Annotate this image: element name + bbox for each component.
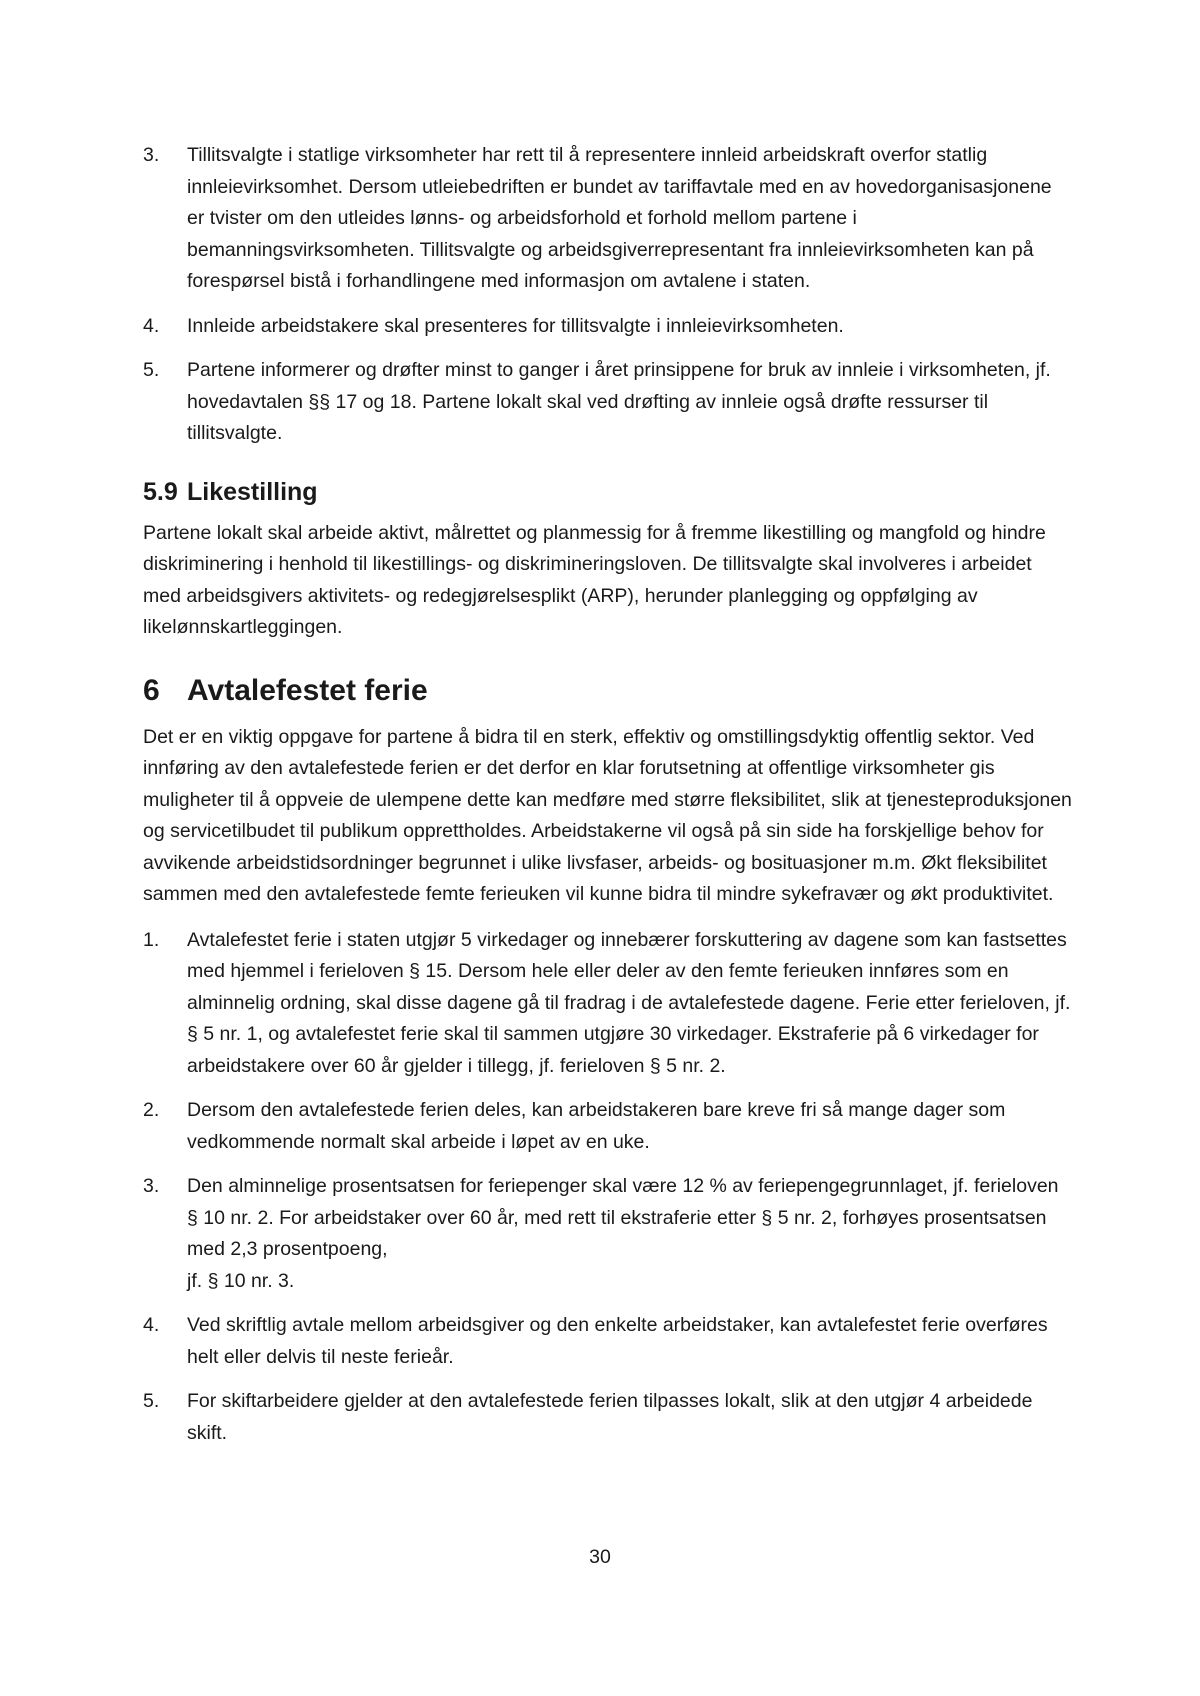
list-item: [143, 1310, 1073, 1373]
page-number: 30: [589, 1546, 611, 1568]
ferie-list: [143, 925, 1073, 1450]
section-number: 6: [143, 673, 160, 707]
list-item-text: For skiftarbeidere gjelder at den avtalefestede ferien tilpasses lokalt, slik at den utgjør 4 arbeidede skift.: [187, 1390, 1033, 1444]
list-item-number: 5.: [143, 1390, 160, 1412]
list-item-text: Partene informerer og drøfter minst to ganger i året prinsippene for bruk av innleie i virksomheten, jf. hovedavtalen §§ 17 og 18. Partene lokalt skal ved drøfting av innleie også drøfte ressurser til tillitsvalgte.: [187, 359, 1051, 444]
section-heading-likestilling: [143, 476, 1073, 508]
list-item: [143, 1171, 1073, 1297]
list-item-text: Innleide arbeidstakere skal presenteres for tillitsvalgte i innleievirksomheten.: [187, 314, 844, 337]
list-item: [143, 1095, 1073, 1158]
section-heading-avtalefestet-ferie: [143, 672, 1073, 710]
innleie-list: [143, 140, 1073, 450]
list-item-number: 3.: [143, 144, 160, 166]
list-item-text: Avtalefestet ferie i staten utgjør 5 virkedager og innebærer forskuttering av dagene som kan fastsettes med hjemmel i ferieloven § 15. Dersom hele eller deler av den femte ferieuken innføres som en alminnelig ordning, skal disse dagene gå til fradrag i de avtalefestede dagene. Ferie etter ferieloven, jf. § 5 nr. 1, og avtalefestet ferie skal til sammen utgjøre 30 virkedager. Ekstraferie på 6 virkedager for arbeidstakere over 60 år gjelder i tillegg, jf. ferieloven § 5 nr. 2.: [187, 928, 1071, 1077]
likestilling-paragraph: Partene lokalt skal arbeide aktivt, målrettet og planmessig for å fremme likestilling og mangfold og hindre diskriminering i henhold til likestillings- og diskrimineringsloven. De tillitsvalgte skal involveres i arbeidet med arbeidsgivers aktivitets- og redegjørelsesplikt (ARP), herunder planlegging og oppfølging av likelønnskartleggingen.: [143, 521, 1046, 638]
list-item-number: 5.: [143, 359, 160, 381]
list-item: [143, 140, 1073, 298]
list-item-text: Tillitsvalgte i statlige virksomheter har rett til å representere innleid arbeidskraft overfor statlig innleievirksomhet. Dersom utleiebedriften er bundet av tariffavtale med en av hovedorganisasjonene er tvister om den utleides lønns- og arbeidsforhold et forhold mellom partene i bemanningsvirksomheten. Tillitsvalgte og arbeidsgiverrepresentant fra innleievirksomheten kan på forespørsel bistå i forhandlingene med informasjon om avtalene i staten.: [187, 144, 1052, 292]
page-content: [143, 140, 1073, 1462]
list-item: [143, 355, 1073, 450]
ferie-intro-paragraph: Det er en viktig oppgave for partene å bidra til en sterk, effektiv og omstillingsdyktig offentlig sektor. Ved innføring av den avtalefestede ferien er det derfor en klar forutsetning at offentlige virksomheter gis muligheter til å oppveie de ulempene dette kan medføre med større fleksibilitet, slik at tjenesteproduksjonen og servicetilbudet til publikum opprettholdes. Arbeidstakerne vil også på sin side ha forskjellige behov for avvikende arbeidstidsordninger begrunnet i ulike livsfaser, arbeids- og bosituasjoner m.m. Økt fleksibilitet sammen med den avtalefestede femte ferieuken vil kunne bidra til mindre sykefravær og økt produktivitet.: [143, 725, 1072, 905]
list-item-text: Den alminnelige prosentsatsen for feriepenger skal være 12 % av feriepengegrunnlaget, jf. ferieloven § 10 nr. 2. For arbeidstaker over 60 år, med rett til ekstraferie etter § 5 nr. 2, forhøyes prosentsatsen med 2,3 prosentpoeng, jf. § 10 nr. 3.: [187, 1175, 1059, 1292]
list-item-text: Dersom den avtalefestede ferien deles, kan arbeidstakeren bare kreve fri så mange dager som vedkommende normalt skal arbeide i løpet av en uke.: [187, 1099, 1006, 1153]
list-item-number: 4.: [143, 314, 160, 337]
section-title: Likestilling: [187, 477, 318, 506]
list-item-text: Ved skriftlig avtale mellom arbeidsgiver og den enkelte arbeidstaker, kan avtalefestet ferie overføres helt eller delvis til neste ferieår.: [187, 1314, 1048, 1368]
section-title: Avtalefestet ferie: [187, 673, 428, 707]
list-item-number: 3.: [143, 1175, 160, 1197]
list-item-number: 2.: [143, 1099, 160, 1121]
list-item-number: 1.: [143, 928, 160, 951]
list-item: [143, 925, 1073, 1083]
list-item: [143, 1386, 1073, 1449]
list-item: [143, 311, 1073, 343]
list-item-number: 4.: [143, 1314, 160, 1336]
section-number: 5.9: [143, 477, 178, 506]
